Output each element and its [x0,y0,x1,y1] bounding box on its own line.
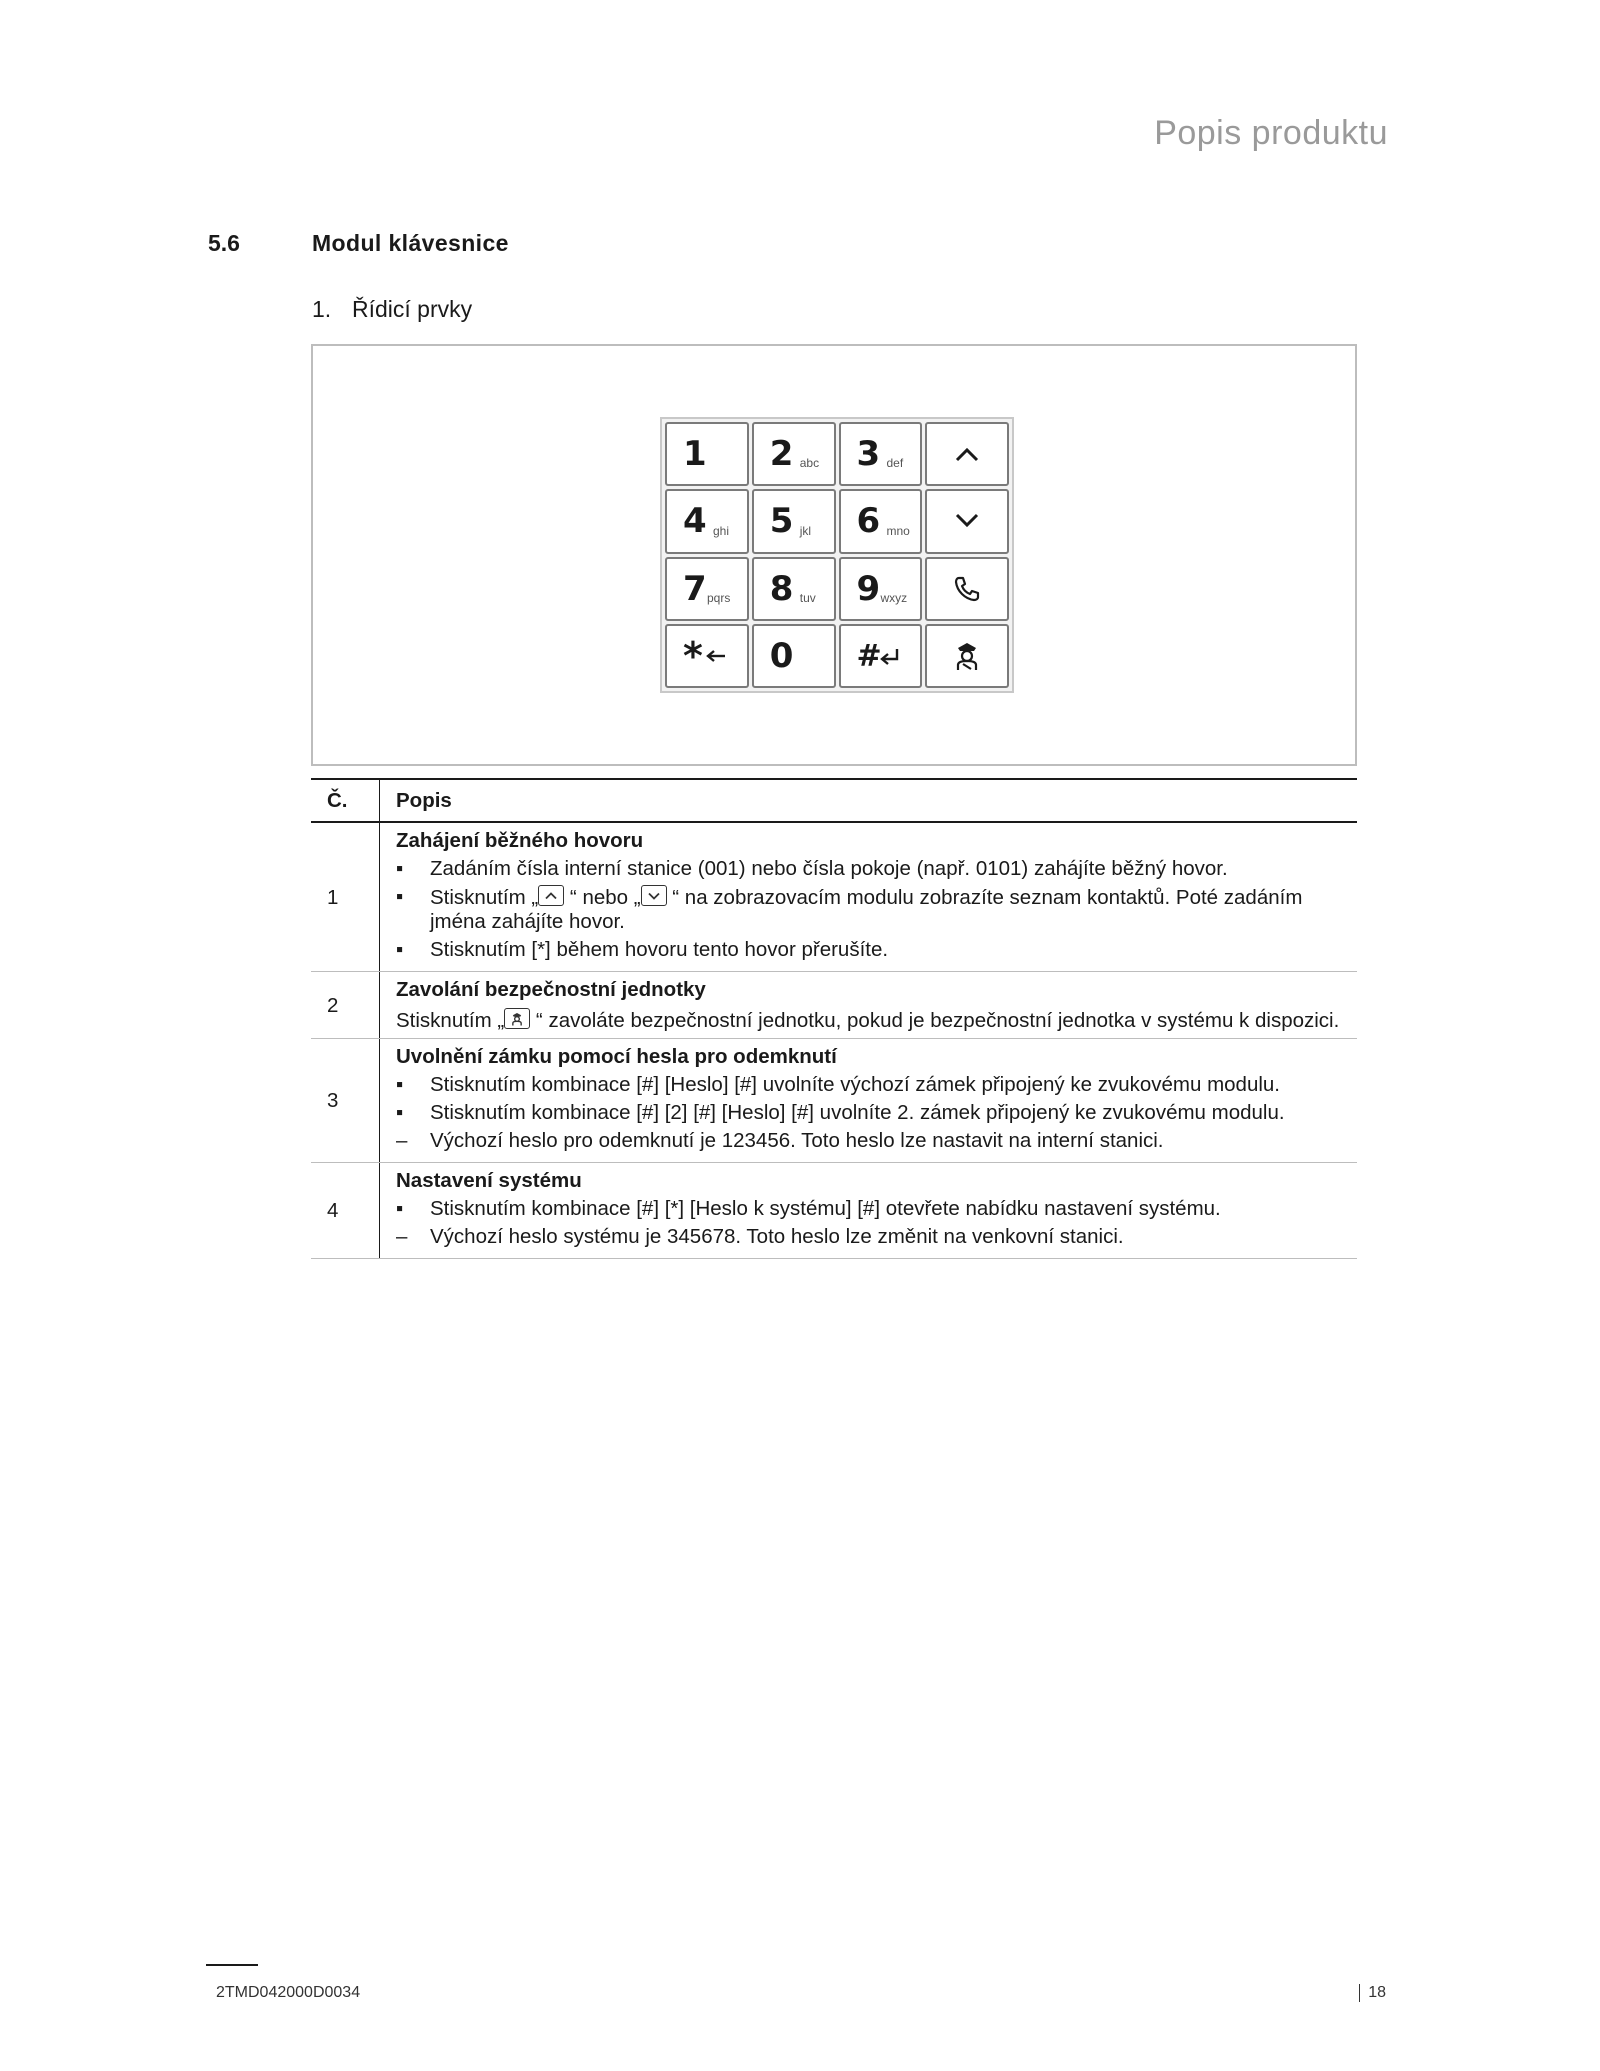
key-letters: abc [799,456,820,471]
list-item [396,1073,1343,1097]
row-title: Uvolnění zámku pomocí hesla pro odemknutí [396,1045,837,1068]
page-header-title: Popis produktu [1154,114,1388,152]
footer-rule [206,1964,258,1966]
key-digit: 1 [683,434,707,475]
list-item-text: Stisknutím kombinace [#] [2] [#] [Heslo] [#] uvolníte 2. zámek připojený ke zvukovému modulu. [430,1101,1285,1124]
list-item [396,1197,1343,1221]
list-item [396,1129,1343,1153]
key-letters: tuv [799,590,816,605]
list-item [396,885,1343,934]
key-digit: 7 [683,568,707,609]
key-down [925,489,1009,553]
backspace-arrow-icon [705,650,727,662]
key-letters: def [886,456,904,471]
key-7 [665,557,749,621]
list-item [396,1225,1343,1249]
subsection-title: Řídicí prvky [352,296,473,322]
dash-marker: – [396,1129,408,1152]
key-digit: 2 [769,434,794,475]
list-item-text: Zadáním čísla interní stanice (001) nebo čísla pokoje (např. 0101) zahájíte běžný hovor. [430,857,1228,880]
bullet-marker: ▪ [396,885,404,908]
row-text-part: Stisknutím „ [396,1009,505,1032]
bullet-marker: ▪ [396,1073,404,1096]
key-0 [752,624,836,688]
dash-marker: – [396,1225,408,1248]
section-title: Modul klávesnice [312,230,509,256]
subsection-number: 1. [312,296,332,322]
description-table [311,778,1357,1259]
key-digit: 8 [769,568,794,609]
row-number: 4 [311,1163,380,1259]
list-item-text: Stisknutím „ [430,886,539,909]
key-digit: 5 [769,501,794,542]
chevron-up-icon [538,885,564,906]
key-digit: 4 [683,501,707,542]
row-description [380,972,1358,1039]
bullet-list [396,1197,1343,1249]
bullet-list [396,1073,1343,1153]
list-item [396,857,1343,881]
key-3 [839,422,923,486]
table-row [311,1039,1357,1163]
key-2 [752,422,836,486]
key-6 [839,489,923,553]
list-item-text: Výchozí heslo systému je 345678. Toto heslo lze změnit na venkovní stanici. [430,1225,1124,1248]
key-letters: mno [886,523,910,538]
phone-icon [952,574,982,604]
row-description [380,1163,1358,1259]
chevron-up-icon [953,445,981,463]
column-header-description: Popis [380,779,1358,822]
key-letters: pqrs [707,590,731,605]
row-title: Nastavení systému [396,1169,582,1192]
footer-page-number: 18 [1359,1984,1386,2002]
key-digit: 3 [856,434,881,475]
list-item-text: Stisknutím [*] během hovoru tento hovor přerušíte. [430,938,889,961]
key-up [925,422,1009,486]
key-letters: jkl [799,523,812,538]
bullet-marker: ▪ [396,938,404,961]
list-item-text: Výchozí heslo pro odemknutí je 123456. Toto heslo lze nastavit na interní stanici. [430,1129,1164,1152]
key-digit: # [856,638,882,674]
list-item-text: “ nebo „ [569,886,641,909]
keypad-illustration [660,417,1014,693]
list-item-text: Stisknutím kombinace [#] [*] [Heslo k systému] [#] otevřete nabídku nastavení systému. [430,1197,1221,1220]
chevron-down-icon [641,885,667,906]
key-digit: 0 [769,635,794,676]
row-description [380,1039,1358,1163]
key-hash [839,624,923,688]
key-letters: ghi [713,523,730,538]
row-number: 1 [311,822,380,972]
column-header-number: Č. [311,779,380,822]
row-text [396,1008,1343,1033]
key-5 [752,489,836,553]
security-guard-icon [504,1008,530,1029]
key-1 [665,422,749,486]
key-digit: 9 [856,568,881,609]
table-row [311,972,1357,1039]
enter-arrow-icon [879,647,901,665]
key-4 [665,489,749,553]
key-letters: wxyz [880,590,908,605]
key-8 [752,557,836,621]
row-number: 2 [311,972,380,1039]
chevron-down-icon [953,512,981,530]
footer-document-id: 2TMD042000D0034 [216,1984,361,2001]
bullet-list [396,857,1343,962]
row-description [380,822,1358,972]
list-item-text: Stisknutím kombinace [#] [Heslo] [#] uvolníte výchozí zámek připojený ke zvukovému modulu. [430,1073,1280,1096]
row-number: 3 [311,1039,380,1163]
key-security [925,624,1009,688]
row-text-part: “ zavoláte bezpečnostní jednotku, pokud je bezpečnostní jednotka v systému k dispozici. [535,1009,1340,1032]
list-item-text: “ na zobrazovacím modulu zobrazíte seznam kontaktů. Poté zadáním jména zahájíte hovor. [430,886,1303,933]
key-digit: * [683,633,703,678]
security-guard-icon [954,640,980,672]
list-item [396,1101,1343,1125]
list-item [396,938,1343,962]
bullet-marker: ▪ [396,1101,404,1124]
table-row [311,1163,1357,1259]
bullet-marker: ▪ [396,1197,404,1220]
key-digit: 6 [856,501,881,542]
table-header-row [311,779,1357,822]
table-row [311,822,1357,972]
bullet-marker: ▪ [396,857,404,880]
key-star [665,624,749,688]
row-title: Zavolání bezpečnostní jednotky [396,978,706,1001]
key-9 [839,557,923,621]
key-call [925,557,1009,621]
section-number: 5.6 [208,230,240,256]
row-title: Zahájení běžného hovoru [396,829,644,852]
